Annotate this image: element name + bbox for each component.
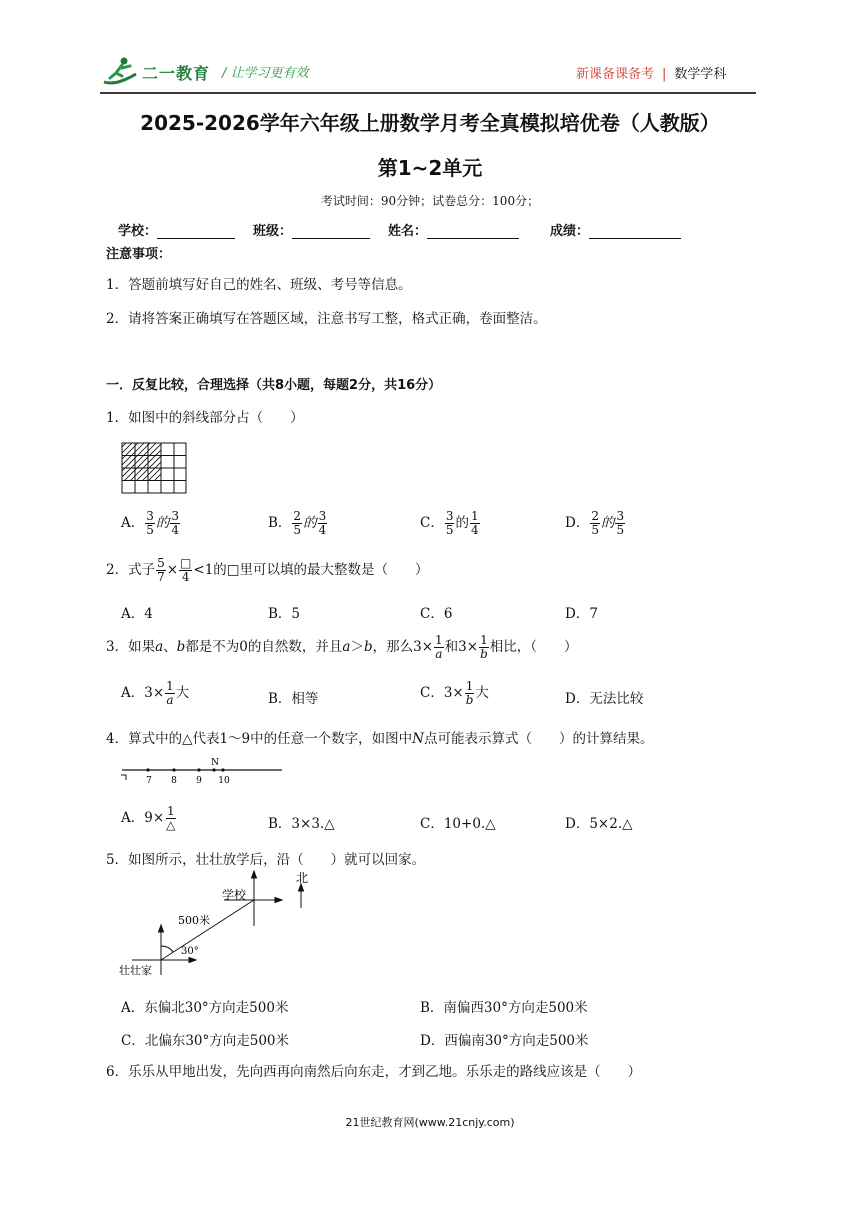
question-text: 和3× [444,639,479,655]
fraction [615,510,625,537]
variable-a: a [342,639,351,655]
distance-label: 500米 [178,914,210,927]
fraction [292,510,302,537]
times-sign: × [166,562,179,578]
header-right [576,63,726,82]
numerator: 1 [470,509,479,523]
angle-label: 30° [181,946,199,957]
question-text: 2．式子 [106,562,156,578]
question-3-option-c[interactable] [420,680,489,707]
variable-n: N [412,731,424,747]
numerator: 3 [146,509,154,523]
option-text: 大 [175,685,190,701]
fraction [318,510,328,537]
school-label: 学校 [222,888,247,902]
denominator: a [166,693,174,707]
question-5-option-b[interactable]: B．南偏西30°方向走500米 [420,1000,588,1016]
variable-a: a [155,639,164,655]
denominator: 5 [146,523,154,537]
denominator: 4 [181,570,190,584]
field-name [388,220,519,239]
question-6-stem: 6．乐乐从甲地出发，先向西再向南然后向东走，才到乙地。乐乐走的路线应该是（ ） [106,1064,642,1080]
question-1-grid-figure [121,442,187,494]
logo [102,56,138,86]
question-2-stem [106,557,429,584]
header-divider [100,92,756,94]
fraction [465,680,475,707]
field-school [118,220,235,239]
document-subtitle: 第1~2单元 [377,156,483,180]
numerator: 2 [293,509,302,523]
field-class-label: 班级： [253,224,293,239]
numerator: 3 [445,509,454,523]
connector-text: 的 [303,515,317,531]
numerator: 5 [157,556,165,570]
denominator: 4 [470,523,479,537]
numerator: 1 [166,679,174,693]
question-1-option-b[interactable] [268,510,328,537]
field-score-blank[interactable] [589,224,681,239]
fraction [479,634,489,661]
axis-label-10: 10 [218,776,230,786]
axis-label-8: 8 [171,776,177,786]
denominator: 5 [616,523,625,537]
question-1-option-c[interactable] [420,510,481,537]
question-4-number-line [118,754,284,790]
fraction [179,557,192,584]
denominator: 7 [157,570,165,584]
option-text: 大 [475,685,489,701]
axis-label-9: 9 [196,776,202,786]
question-2-option-a[interactable]: A．4 [121,606,153,622]
question-5-direction-figure [118,870,318,980]
field-class [253,220,370,239]
question-text: 3．如果 [106,639,156,655]
field-school-blank[interactable] [157,224,235,239]
page-footer: 21世纪教育网(www.21cnjy.com) [345,1116,515,1129]
point-n-label: N [211,758,219,768]
header-separator: | [662,67,667,82]
question-2-option-b[interactable]: B．5 [268,606,301,622]
fraction [156,557,166,584]
option-label: C． [420,515,444,531]
question-2-option-c[interactable]: C．6 [420,606,453,622]
field-score [550,220,681,239]
home-label: 壮壮家 [119,964,152,977]
number-line-diagram [118,754,284,790]
fraction [590,510,600,537]
document-title: 2025-2026学年六年级上册数学月考全真模拟培优卷（人教版） [140,111,720,135]
field-class-blank[interactable] [292,224,370,239]
denominator: △ [166,818,176,832]
option-label: C．3× [420,685,464,701]
section-heading: 一．反复比较，合理选择（共8小题，每题2分，共16分） [106,378,442,393]
denominator: 4 [171,523,180,537]
notice-item-2: 2．请将答案正确填写在答题区域，注意书写工整，格式正确，卷面整洁。 [106,311,547,327]
question-text: 点可能表示算式（ ）的计算结果。 [423,731,654,747]
connector-text: 的 [600,515,615,531]
variable-b: b [176,639,186,655]
fraction [445,510,455,537]
denominator: 5 [591,523,599,537]
field-score-label: 成绩： [550,224,590,239]
numerator: 2 [591,509,599,523]
header-course-label: 新课备课备考 [576,67,655,82]
numerator: 1 [465,679,474,693]
question-5-option-a[interactable]: A．东偏北30°方向走500米 [121,1000,289,1016]
question-3-stem [106,634,578,661]
field-name-blank[interactable] [427,224,519,239]
numerator: 3 [616,509,625,523]
question-text: <1的□里可以填的最大整数是（ ） [193,562,429,578]
question-3-option-d[interactable]: D．无法比较 [565,691,644,707]
question-4-option-c[interactable]: C．10+0.△ [420,816,496,832]
direction-map-diagram [118,870,318,980]
exam-info: 考试时间：90分钟；试卷总分：100分； [320,194,540,208]
question-1-option-d[interactable] [565,510,626,537]
numerator: □ [180,556,192,570]
question-1-stem: 1．如图中的斜线部分占（ ） [106,410,304,426]
option-label: D． [565,515,590,531]
question-text: 都是不为0的自然数，并且 [185,639,343,655]
numerator: 1 [435,633,443,647]
question-text: ，那么3× [372,639,434,655]
denominator: b [480,647,488,661]
question-5-stem: 5．如图所示，壮壮放学后，沿（ ）就可以回家。 [106,852,426,868]
question-5-option-c[interactable]: C．北偏东30°方向走500米 [121,1033,290,1049]
option-label: A．3× [121,685,165,701]
connector-text: 的 [155,515,170,531]
question-3-option-a[interactable] [121,680,189,707]
logo-text: 二一教育 [142,64,211,83]
field-name-label: 姓名： [388,224,428,239]
notice-heading: 注意事项： [106,247,172,262]
fraction [165,680,175,707]
fraction [470,510,480,537]
option-label: A． [121,515,145,531]
runner-logo-icon [102,56,138,86]
numerator: 3 [171,509,180,523]
option-label: A．9× [121,810,165,826]
question-3-option-b[interactable]: B．相等 [268,691,319,707]
connector-text: 的 [455,515,469,531]
north-label: 北 [296,871,309,885]
question-4-option-d[interactable]: D．5×2.△ [565,816,633,832]
numerator: 1 [480,633,488,647]
question-text: 相比，（ ） [489,639,578,655]
fraction [165,805,176,832]
field-school-label: 学校： [118,224,158,239]
question-1-option-a[interactable] [121,510,181,537]
greater-than-sign: ＞ [350,639,364,655]
hatched-grid-diagram [121,442,187,494]
option-label: B． [268,515,292,531]
fraction [170,510,180,537]
axis-label-7: 7 [146,776,152,786]
denominator: 5 [445,523,454,537]
numerator: 3 [318,509,327,523]
fraction [434,634,444,661]
fraction [145,510,155,537]
question-4-option-b[interactable]: B．3×3.△ [268,816,335,832]
header-subject-label: 数学学科 [674,67,727,82]
question-text: 、 [163,639,177,655]
denominator: 5 [293,523,302,537]
denominator: b [465,693,474,707]
question-2-option-d[interactable]: D．7 [565,606,598,622]
numerator: 1 [166,804,175,818]
question-text: 4．算式中的△代表1～9中的任意一个数字，如图中 [106,731,413,747]
denominator: 4 [318,523,327,537]
variable-b: b [363,639,373,655]
header-slogan: / 让学习更有效 [222,66,309,81]
question-4-stem [106,727,653,747]
question-4-option-a[interactable] [121,805,177,832]
notice-item-1: 1．答题前填写好自己的姓名、班级、考号等信息。 [106,277,412,293]
denominator: a [435,647,443,661]
question-5-option-d[interactable]: D．西偏南30°方向走500米 [420,1033,589,1049]
